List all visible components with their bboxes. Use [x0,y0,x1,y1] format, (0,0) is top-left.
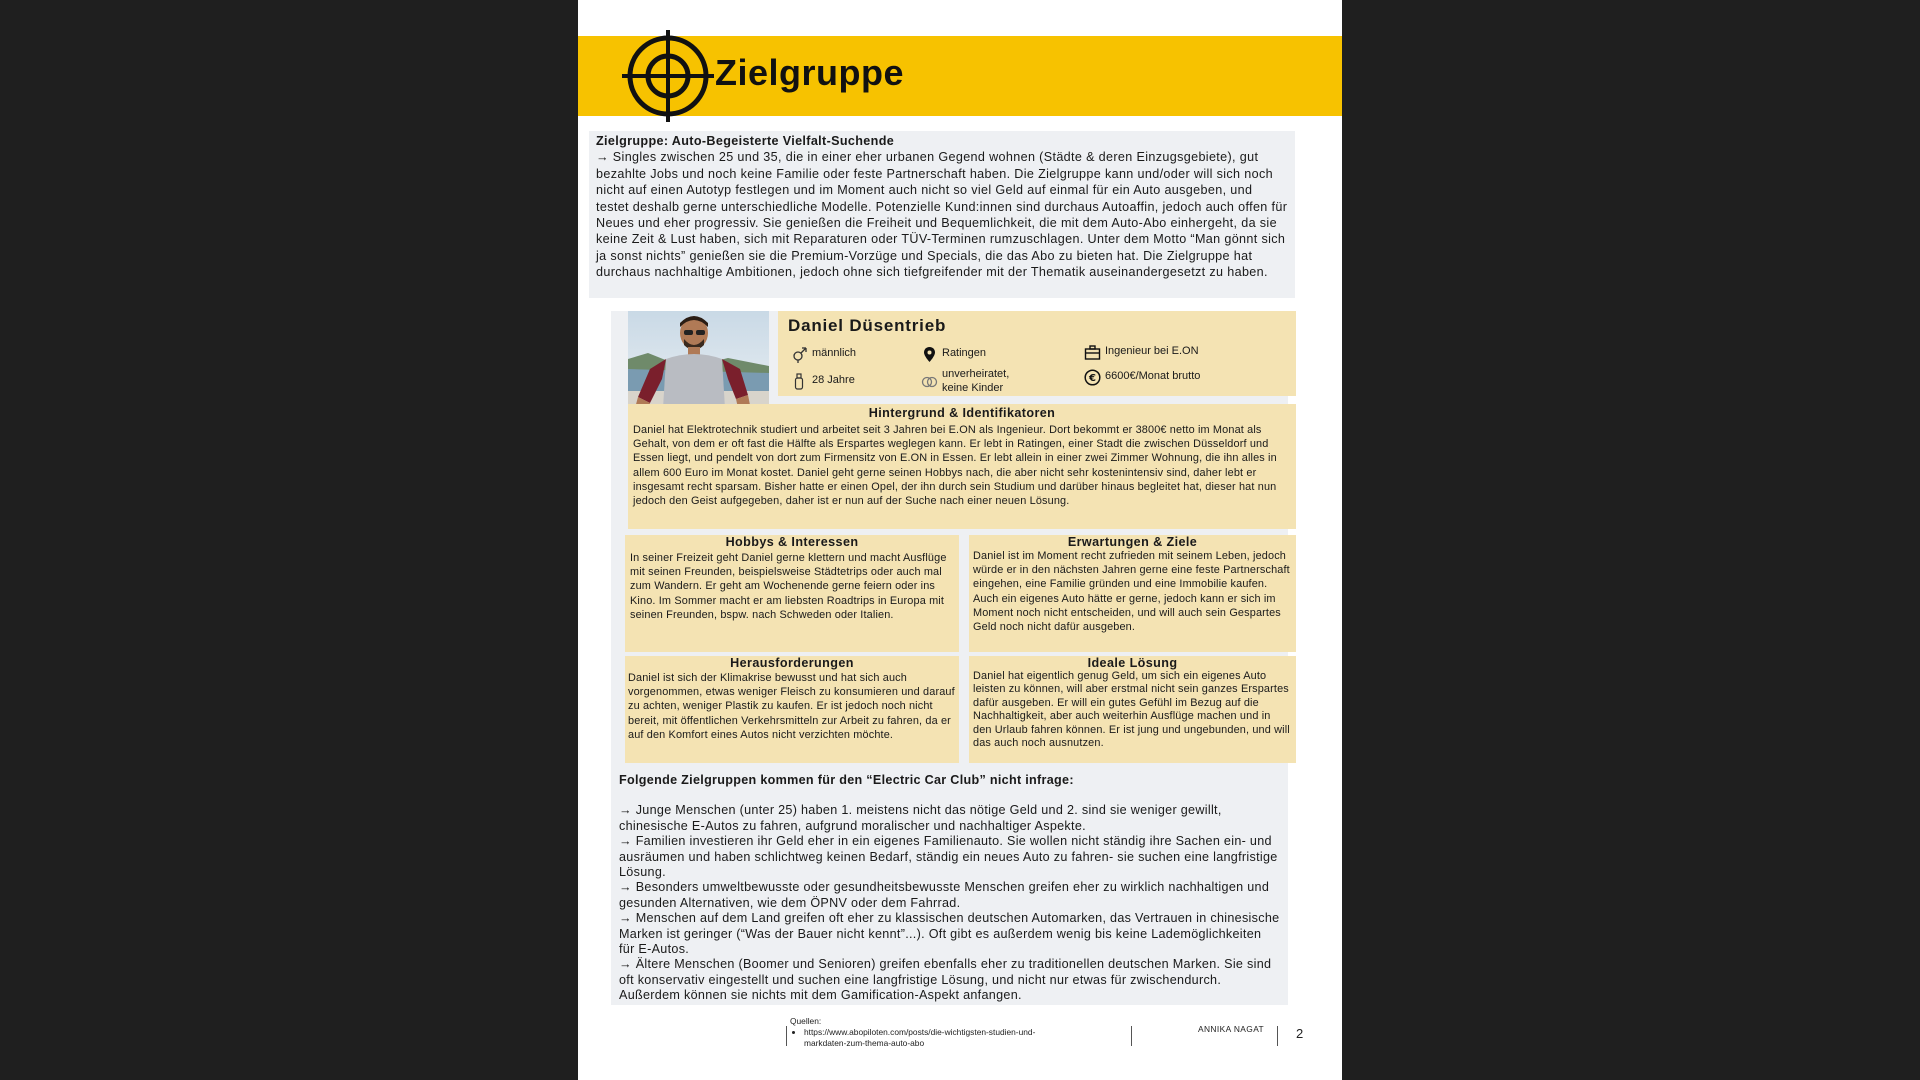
exclusion-item: → Besonders umweltbewusste oder gesundheitsbewusste Menschen greifen eher zu wirklich nachhaltigen und gesunden Alternativen, wie dem ÖPNV oder dem Fahrrad. [619,880,1270,910]
footer-author: ANNIKA NAGAT [1198,1024,1265,1034]
gender-text: männlich [812,347,857,359]
status-text: unverheiratet, keine Kinder [942,368,1010,394]
solution-text: Daniel hat eigentlich genug Geld, um sich ein eigenes Auto leisten zu können, will aber erstmal nicht sein ganzes Erspartes dafür ausgeben. Er will ein gutes Gefühl im Bezug auf die Nachhaltigkeit, aber auch weiterhin Ausflüge machen und in den Urlaub fahren können. Er ist jung und ungebunden, und will das auch noch ausnutzen. [973,670,1290,750]
fact-job [1084,344,1199,361]
page-title: Zielgruppe [715,52,905,93]
euro-coin-icon [1084,369,1101,386]
intro-section [589,131,1295,298]
document-page [578,0,1342,1080]
expectations-heading: Erwartungen & Ziele [1067,535,1198,549]
exclusion-item: → Ältere Menschen (Boomer und Senioren) greifen ebenfalls eher zu traditionellen deutschen Marken. Sie sind oft konservativ eingestellt und suchen eine langfristige Lösung, und nicht nur etwas für zwischendurch. Außerdem können sie nichts mit dem Gamification-Aspekt anfangen. [619,957,1272,1003]
gender-icon [791,346,808,363]
hobbies-card [625,535,959,652]
footer-divider [786,1026,787,1046]
fact-gender [791,346,856,363]
solution-heading: Ideale Lösung [1087,656,1178,670]
hobbies-heading: Hobbys & Interessen [725,535,859,549]
fact-city [921,346,986,363]
hobbies-text: In seiner Freizeit geht Daniel gerne klettern und macht Ausflüge mit seinen Freunden, beispielsweise Städtetrips oder auch mal zum Wandern. Er geht am Wochenende gerne feiern oder ins Kino. Im Sommer macht er am liebsten Roadtrips in Europa mit seinen Freunden, bspw. nach Schweden oder Italien. [630,552,947,621]
footer-sources [790,1016,1035,1049]
intro-heading: Zielgruppe: Auto-Begeisterte Vielfalt-Suchende [596,134,895,148]
challenges-text: Daniel ist sich der Klimakrise bewusst und hat sich auch vorgenommen, etwas weniger Fleisch zu konsumieren und darauf zu achten, weniger Plastik zu kaufen. Er ist jedoch noch nicht bereit, mit öffentlichen Verkehrsmitteln zur Arbeit zu fahren, da er auf den Komfort eines Autos nicht verzichten möchte. [628,672,955,741]
fact-income [1084,369,1200,386]
bottle-icon [791,373,808,390]
fact-status [921,367,1032,395]
source-link[interactable]: • https://www.abopiloten.com/posts/die-wichtigsten-studien-und- markdaten-zum-thema-auto-abo [804,1027,1035,1049]
location-pin-icon [921,346,938,363]
exclusions-heading: Folgende Zielgruppen kommen für den “Electric Car Club” nicht infrage: [619,773,1074,787]
page-number: 2 [1296,1026,1304,1041]
footer-divider [1277,1026,1278,1046]
exclusion-item: → Familien investieren ihr Geld eher in ein eigenes Familienauto. Sie wollen nicht ständig ihre Sachen ein- und ausräumen und haben schlichtweg keinen Bedarf, ständig ein neues Auto zu fahren- sie suchen eine langfristige Lösung. [619,834,1278,880]
background-text: Daniel hat Elektrotechnik studiert und arbeitet seit 3 Jahren bei E.ON als Ingenieur. Dort bekommt er 3800€ netto im Monat als Gehalt, von dem er oft fast die Hälfte als Erspartes weglegen kann. Er lebt in Ratingen, einer Stadt die zwischen Düsseldorf und Essen liegt, und pendelt von dort zum Firmensitz von E.ON in Essen. Er lebt allein in einer zwei Zimmer Wohnung, die ihn alles in allem 600 Euro im Monat kostet. Daniel geht gerne seinen Hobbys nach, die aber nicht sehr kostenintensiv sind, daher lebt er insgesamt recht sparsam. Bisher hatte er einen Opel, der ihn durch sein Studium und darüber hinaus begleitet hat, dieser hat nun jedoch den Geist aufgegeben, daher ist er nun auf der Suche nach einer neuen Lösung. [633,424,1277,508]
solution-card [969,656,1296,763]
job-text: Ingenieur bei E.ON [1105,345,1199,357]
exclusion-item: → Menschen auf dem Land greifen oft eher zu klassischen deutschen Automarken, das Vertrauen in chinesische Marken ist geringer (“Was der Bauer nicht kennt”...). Oft gibt es außerdem wenig bis keine Lademöglichkeiten für E-Autos. [619,911,1280,957]
challenges-heading: Herausforderungen [730,656,854,670]
intro-body: → Singles zwischen 25 und 35, die in einer eher urbanen Gegend wohnen (Städte & deren Einzugsgebiete), gut bezahlte Jobs und noch keine Familie oder feste Partnerschaft haben. Die Zielgruppe kann und/oder will sich noch nicht auf einen Autotyp festlegen und im Moment auch nicht so viel Geld auf einmal für ein Auto ausgeben, und testet deshalb gerne unterschiedliche Modelle. Potenzielle Kund:innen sind durchaus Autoaffin, jedoch auch offen für Neues und eher progressiv. Sie genießen die Freiheit und Bequemlichkeit, die mit dem Auto-Abo einhergeht, da sie keine Zeit & Lust haben, sich mit Reparaturen oder TÜV-Terminen rumzuschlagen. Unter dem Motto “Man gönnt sich ja sonst nichts” genießen sie die Premium-Vorzüge und Specials, die das Abo zu bieten hat. Die Zielgruppe hat durchaus nachhaltige Ambitionen, jedoch ohne sich tiefgreifender mit der Thematik auseinandergesetzt zu haben. [596,150,1288,280]
exclusions-section [611,770,1288,1004]
city-text: Ratingen [942,347,987,359]
rings-icon [921,373,938,390]
fact-age [791,373,855,390]
persona-name: Daniel Düsentrieb [788,316,947,335]
background-heading: Hintergrund & Identifikatoren [868,406,1056,420]
background-card [628,404,1296,529]
age-text: 28 Jahre [812,374,855,386]
expectations-text: Daniel ist im Moment recht zufrieden mit seinem Leben, jedoch würde er in den nächsten Jahren gerne eine feste Partnerschaft eingehen, eine Familie gründen und eine Immobilie kaufen. Auch ein eigenes Auto hätte er gerne, jedoch kann er sich im Moment noch nicht entscheiden, und will auch sein Gespartes Geld noch nicht dafür ausgeben. [973,550,1290,634]
challenges-card [625,656,959,763]
briefcase-icon [1084,344,1101,361]
target-crosshair-icon [622,30,714,122]
svg-text:€: € [1089,373,1096,385]
expectations-card [969,535,1296,652]
footer-divider [1131,1026,1132,1046]
income-text: 6600€/Monat brutto [1105,370,1201,382]
exclusion-item: → Junge Menschen (unter 25) haben 1. meistens nicht das nötige Geld und 2. sind sie weniger gewillt, chinesische E-Autos zu fahren, aufgrund moralischer und nachhaltiger Aspekte. [619,803,1222,833]
sources-label: Quellen: [790,1016,822,1026]
